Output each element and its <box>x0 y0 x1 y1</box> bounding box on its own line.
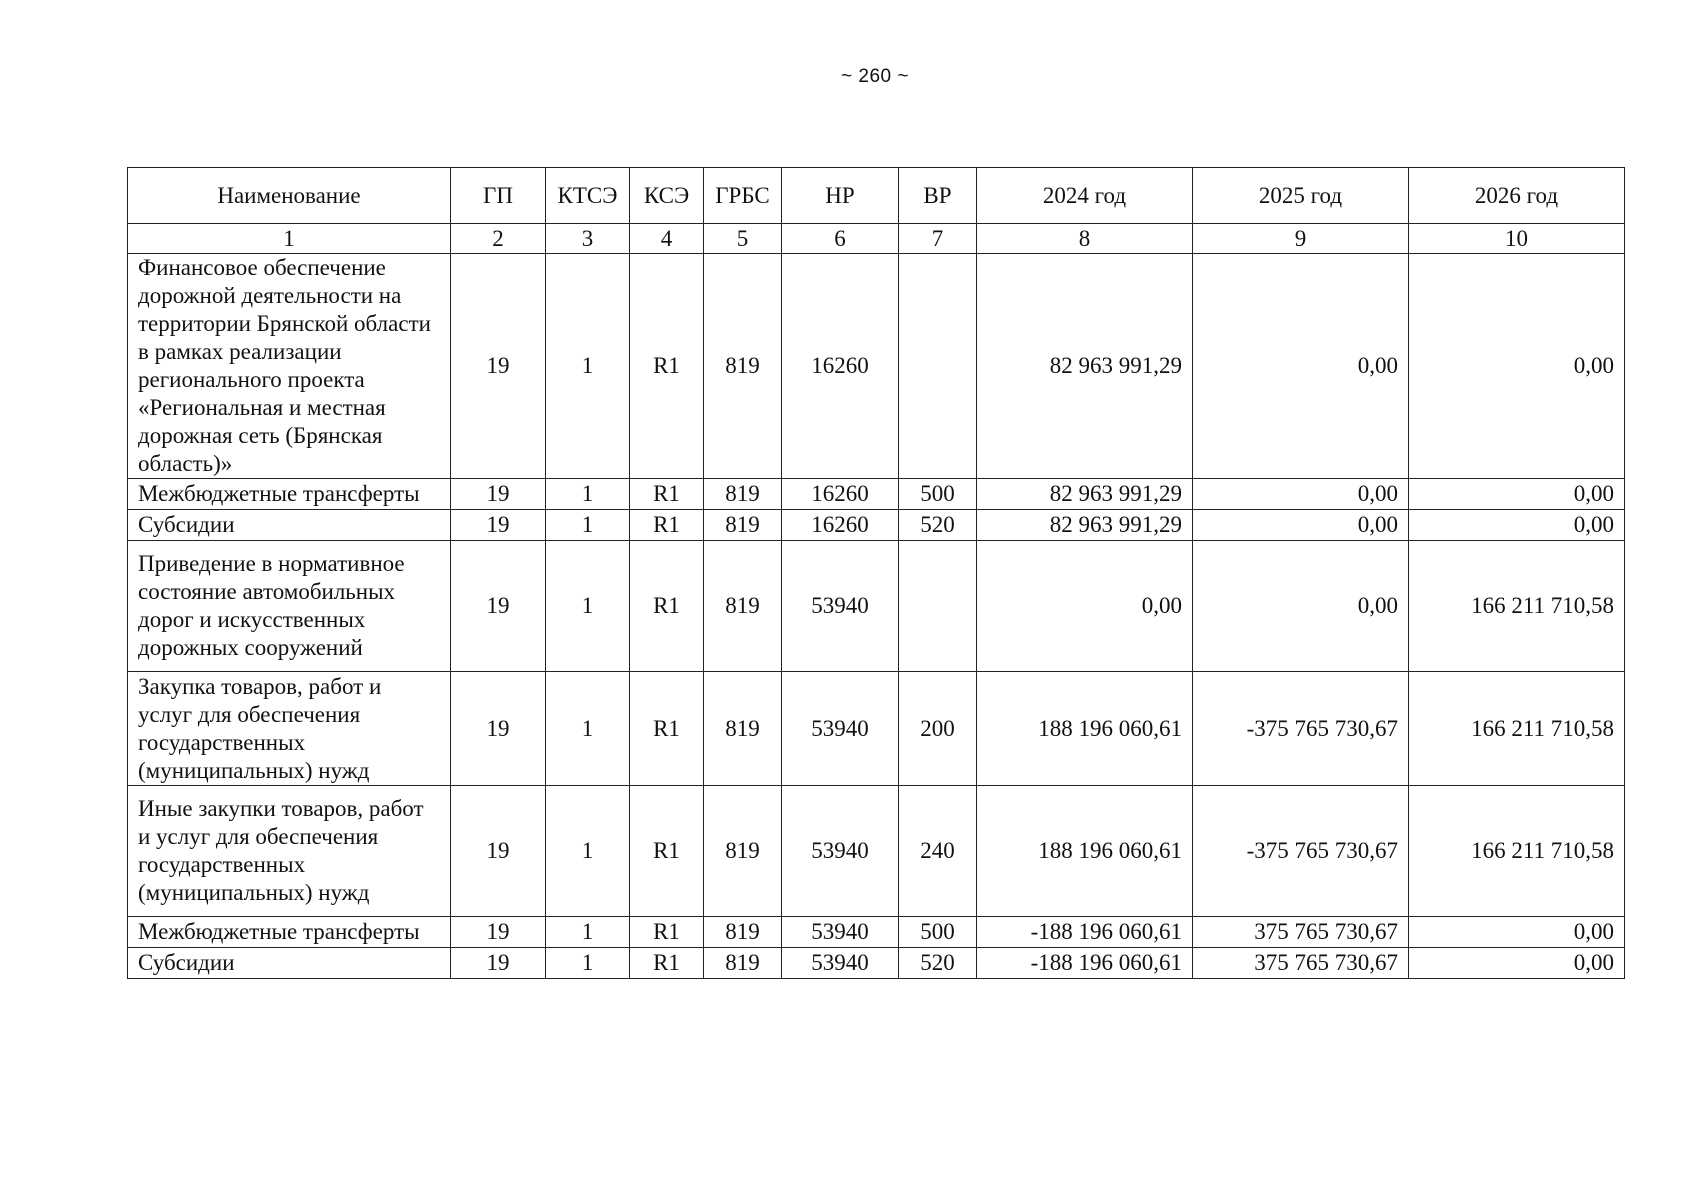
table-row <box>128 541 1625 672</box>
cell-gp: 19 <box>451 672 546 786</box>
cell-vr: 520 <box>899 510 977 541</box>
cell-vr: 200 <box>899 672 977 786</box>
cell-grbs: 819 <box>704 672 782 786</box>
cell-2025: 0,00 <box>1193 254 1409 479</box>
table-row <box>128 254 1625 479</box>
cell-nr: 16260 <box>782 254 899 479</box>
cell-2025: -375 765 730,67 <box>1193 672 1409 786</box>
cell-2026: 0,00 <box>1409 510 1625 541</box>
cell-2025: 375 765 730,67 <box>1193 948 1409 979</box>
cell-vr: 240 <box>899 786 977 917</box>
header-grbs: ГРБС <box>704 168 782 224</box>
column-number: 3 <box>546 224 630 254</box>
cell-2026: 0,00 <box>1409 917 1625 948</box>
cell-grbs: 819 <box>704 541 782 672</box>
row-name: Межбюджетные трансферты <box>128 479 451 510</box>
cell-2026: 166 211 710,58 <box>1409 786 1625 917</box>
cell-2025: 375 765 730,67 <box>1193 917 1409 948</box>
header-name: Наименование <box>128 168 451 224</box>
cell-grbs: 819 <box>704 786 782 917</box>
column-number: 1 <box>128 224 451 254</box>
cell-grbs: 819 <box>704 479 782 510</box>
cell-ktse: 1 <box>546 541 630 672</box>
cell-2025: 0,00 <box>1193 510 1409 541</box>
cell-2024: -188 196 060,61 <box>977 948 1193 979</box>
page-number: ~ 260 ~ <box>841 66 909 87</box>
cell-2024: 82 963 991,29 <box>977 510 1193 541</box>
cell-2024: 0,00 <box>977 541 1193 672</box>
cell-2025: -375 765 730,67 <box>1193 786 1409 917</box>
cell-2026: 0,00 <box>1409 254 1625 479</box>
cell-nr: 53940 <box>782 786 899 917</box>
cell-2026: 0,00 <box>1409 479 1625 510</box>
cell-ktse: 1 <box>546 254 630 479</box>
cell-kse: R1 <box>630 948 704 979</box>
cell-2024: 188 196 060,61 <box>977 672 1193 786</box>
cell-ktse: 1 <box>546 479 630 510</box>
column-number: 8 <box>977 224 1193 254</box>
cell-vr <box>899 541 977 672</box>
row-name: Субсидии <box>128 948 451 979</box>
row-name: Финансовое обеспечение дорожной деятельности на территории Брянской области в рамках реализации регионального проекта «Региональная и местная дорожная сеть (Брянская область)» <box>128 254 451 479</box>
header-gp: ГП <box>451 168 546 224</box>
cell-ktse: 1 <box>546 672 630 786</box>
cell-2025: 0,00 <box>1193 479 1409 510</box>
row-name: Закупка товаров, работ и услуг для обеспечения государственных (муниципальных) нужд <box>128 672 451 786</box>
column-number-row <box>128 224 1625 254</box>
cell-nr: 53940 <box>782 541 899 672</box>
cell-kse: R1 <box>630 254 704 479</box>
column-number: 4 <box>630 224 704 254</box>
cell-gp: 19 <box>451 510 546 541</box>
column-number: 10 <box>1409 224 1625 254</box>
cell-nr: 16260 <box>782 510 899 541</box>
cell-gp: 19 <box>451 786 546 917</box>
header-2024: 2024 год <box>977 168 1193 224</box>
cell-vr <box>899 254 977 479</box>
cell-nr: 53940 <box>782 672 899 786</box>
cell-vr: 500 <box>899 479 977 510</box>
cell-kse: R1 <box>630 479 704 510</box>
column-number: 2 <box>451 224 546 254</box>
column-number: 9 <box>1193 224 1409 254</box>
cell-vr: 520 <box>899 948 977 979</box>
cell-kse: R1 <box>630 510 704 541</box>
row-name: Приведение в нормативное состояние автомобильных дорог и искусственных дорожных сооружений <box>128 541 451 672</box>
table-row <box>128 479 1625 510</box>
cell-ktse: 1 <box>546 510 630 541</box>
cell-kse: R1 <box>630 672 704 786</box>
cell-2026: 166 211 710,58 <box>1409 541 1625 672</box>
cell-ktse: 1 <box>546 917 630 948</box>
cell-2026: 0,00 <box>1409 948 1625 979</box>
cell-gp: 19 <box>451 917 546 948</box>
cell-kse: R1 <box>630 541 704 672</box>
cell-kse: R1 <box>630 786 704 917</box>
row-name: Межбюджетные трансферты <box>128 917 451 948</box>
cell-nr: 53940 <box>782 948 899 979</box>
cell-grbs: 819 <box>704 948 782 979</box>
cell-grbs: 819 <box>704 917 782 948</box>
table-row <box>128 672 1625 786</box>
budget-table <box>127 167 1625 979</box>
cell-nr: 53940 <box>782 917 899 948</box>
table-row <box>128 786 1625 917</box>
cell-2024: 188 196 060,61 <box>977 786 1193 917</box>
row-name: Субсидии <box>128 510 451 541</box>
column-number: 7 <box>899 224 977 254</box>
cell-2024: 82 963 991,29 <box>977 254 1193 479</box>
cell-vr: 500 <box>899 917 977 948</box>
cell-gp: 19 <box>451 541 546 672</box>
table-row <box>128 917 1625 948</box>
cell-grbs: 819 <box>704 254 782 479</box>
cell-2024: 82 963 991,29 <box>977 479 1193 510</box>
cell-2024: -188 196 060,61 <box>977 917 1193 948</box>
header-2025: 2025 год <box>1193 168 1409 224</box>
cell-kse: R1 <box>630 917 704 948</box>
cell-gp: 19 <box>451 479 546 510</box>
header-row <box>128 168 1625 224</box>
table-row <box>128 948 1625 979</box>
cell-grbs: 819 <box>704 510 782 541</box>
cell-gp: 19 <box>451 948 546 979</box>
header-ktse: КТСЭ <box>546 168 630 224</box>
header-2026: 2026 год <box>1409 168 1625 224</box>
column-number: 6 <box>782 224 899 254</box>
cell-2026: 166 211 710,58 <box>1409 672 1625 786</box>
header-kse: КСЭ <box>630 168 704 224</box>
cell-2025: 0,00 <box>1193 541 1409 672</box>
column-number: 5 <box>704 224 782 254</box>
row-name: Иные закупки товаров, работ и услуг для обеспечения государственных (муниципальных) нужд <box>128 786 451 917</box>
cell-gp: 19 <box>451 254 546 479</box>
cell-nr: 16260 <box>782 479 899 510</box>
cell-ktse: 1 <box>546 948 630 979</box>
header-nr: НР <box>782 168 899 224</box>
table-row <box>128 510 1625 541</box>
cell-ktse: 1 <box>546 786 630 917</box>
header-vr: ВР <box>899 168 977 224</box>
